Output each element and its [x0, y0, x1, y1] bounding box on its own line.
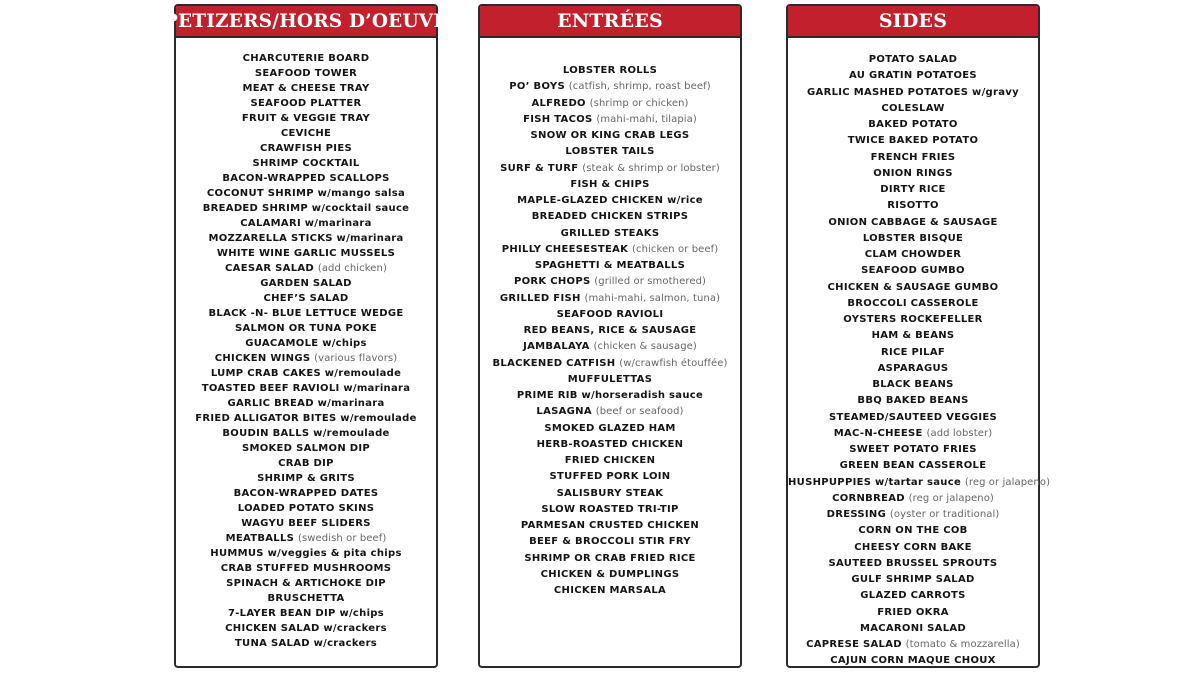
menu-item-name: BACON-WRAPPED SCALLOPS — [222, 173, 390, 184]
menu-item-name: ALFREDO — [531, 97, 586, 109]
menu-item — [176, 636, 436, 651]
menu-item — [176, 81, 436, 96]
menu-item-name: CAPRESE SALAD — [806, 639, 902, 650]
menu-item — [788, 345, 1038, 361]
menu-item — [176, 336, 436, 351]
menu-item — [480, 96, 740, 112]
menu-item — [788, 653, 1038, 669]
menu-item — [788, 361, 1038, 377]
menu-item-name: COLESLAW — [881, 102, 945, 114]
menu-item-name: CLAM CHOWDER — [864, 249, 962, 260]
menu-item — [788, 475, 1051, 491]
menu-item — [788, 621, 1038, 637]
menu-item — [788, 312, 1038, 328]
menu-item — [788, 101, 1038, 117]
menu-item-name: PARMESAN CRUSTED CHICKEN — [520, 520, 700, 531]
menu-item — [480, 112, 740, 128]
appetizers-card — [135, 4, 477, 668]
menu-item — [176, 561, 436, 576]
menu-item-name: CORNBREAD — [832, 492, 905, 504]
menu-item — [176, 231, 436, 246]
menu-item-name: RED BEANS, RICE & SAUSAGE — [523, 325, 697, 336]
menu-item-name: GREEN BEAN CASSEROLE — [839, 460, 987, 472]
menu-item — [788, 52, 1038, 68]
menu-item — [480, 356, 740, 372]
menu-item — [788, 85, 1038, 101]
menu-item — [176, 201, 436, 216]
menu-item — [480, 518, 740, 534]
menu-item — [176, 441, 436, 456]
menu-item — [788, 166, 1038, 182]
menu-item-name: LASAGNA — [536, 406, 592, 418]
menu-item — [788, 328, 1038, 344]
menu-item-name: PORK CHOPS — [513, 276, 591, 288]
menu-item-name: GRILLED STEAKS — [560, 227, 660, 239]
menu-item-name: RICE PILAF — [880, 346, 946, 358]
menu-item — [788, 263, 1038, 279]
menu-item — [176, 171, 436, 186]
menu-item-name: HUMMUS w/veggies & pita chips — [210, 548, 402, 559]
menu-item-name: MAPLE-GLAZED CHICKEN w/rice — [517, 195, 703, 206]
menu-item-name: SURF & TURF — [500, 162, 579, 174]
menu-item-note: (grilled or smothered) — [594, 276, 707, 288]
menu-item — [480, 274, 740, 290]
menu-item — [480, 144, 740, 160]
menu-item-name: DIRTY RICE — [880, 184, 946, 195]
menu-item — [480, 242, 740, 258]
menu-item-name: CHICKEN MARSALA — [553, 585, 667, 596]
menu-item-name: ASPARAGUS — [877, 362, 949, 374]
menu-item-name: JAMBALAYA — [523, 341, 590, 353]
menu-item — [480, 583, 740, 599]
menu-item — [480, 161, 740, 177]
menu-item-name: LOBSTER TAILS — [565, 146, 655, 158]
menu-item — [176, 306, 436, 321]
menu-item-name: WHITE WINE GARLIC MUSSELS — [216, 248, 396, 259]
menu-item-name: CALAMARI w/marinara — [240, 218, 372, 229]
menu-item-name: LOADED POTATO SKINS — [237, 503, 375, 514]
menu-item-name: CHARCUTERIE BOARD — [242, 53, 370, 64]
menu-item-name: BROCCOLI CASSEROLE — [847, 297, 979, 309]
menu-item-name: WAGYU BEEF SLIDERS — [241, 518, 371, 529]
menu-item-name: SHRIMP OR CRAB FRIED RICE — [524, 552, 696, 564]
menu-item-name: LOBSTER BISQUE — [862, 232, 964, 244]
menu-item-note: (tomato & mozzarella) — [905, 639, 1020, 650]
menu-item-name: CAESAR SALAD — [225, 263, 315, 274]
menu-item — [176, 621, 436, 636]
menu-item-name: MEAT & CHEESE TRAY — [242, 83, 370, 94]
menu-item-name: LOBSTER ROLLS — [562, 65, 658, 76]
menu-item-name: HUSHPUPPIES w/tartar sauce — [788, 476, 962, 488]
menu-item — [788, 133, 1038, 149]
menu-item-name: GARLIC BREAD w/marinara — [227, 398, 385, 409]
menu-item — [480, 226, 740, 242]
menu-item — [176, 216, 436, 231]
sides-heading: SIDES — [788, 6, 1038, 38]
menu-item — [176, 396, 436, 411]
menu-item-name: MACARONI SALAD — [859, 622, 967, 634]
menu-item-name: GARDEN SALAD — [260, 278, 352, 289]
menu-item-name: STUFFED PORK LOIN — [549, 471, 671, 483]
menu-item-name: CHICKEN SALAD w/crackers — [225, 623, 387, 634]
menu-item-name: CRAB DIP — [278, 458, 334, 469]
menu-item — [176, 426, 436, 441]
menu-item — [480, 469, 740, 485]
menu-item — [480, 193, 740, 209]
entrees-heading: ENTRÉES — [480, 6, 740, 38]
menu-item — [176, 291, 436, 306]
menu-item-name: POTATO SALAD — [868, 54, 958, 65]
menu-item — [788, 572, 1038, 588]
menu-item-name: FRENCH FRIES — [870, 151, 956, 163]
menu-item-name: 7-LAYER BEAN DIP w/chips — [227, 608, 385, 619]
sides-list — [788, 38, 1051, 670]
menu-item-name: PRIME RIB w/horseradish sauce — [516, 390, 704, 401]
menu-item — [480, 372, 740, 388]
menu-item-name: GUACAMOLE w/chips — [245, 338, 367, 349]
menu-item-note: (various flavors) — [314, 353, 398, 364]
menu-item-note: (chicken or beef) — [631, 243, 719, 255]
menu-item — [788, 442, 1038, 458]
menu-item — [788, 231, 1038, 247]
menu-item — [788, 556, 1038, 572]
menu-item-name: CEVICHE — [280, 128, 332, 139]
menu-item-name: CHICKEN WINGS — [214, 353, 311, 364]
menu-item — [176, 126, 436, 141]
menu-item-name: STEAMED/SAUTEED VEGGIES — [829, 411, 997, 423]
menu-item — [176, 456, 436, 471]
menu-item — [176, 141, 436, 156]
menu-item-name: TOASTED BEEF RAVIOLI w/marinara — [201, 383, 411, 394]
menu-item-name: CORN ON THE COB — [858, 525, 968, 537]
menu-item — [480, 437, 740, 453]
menu-item — [480, 307, 740, 323]
appetizers-list — [176, 38, 436, 651]
menu-item — [480, 388, 740, 404]
menu-item — [788, 393, 1038, 409]
menu-item — [788, 280, 1038, 296]
menu-item — [176, 156, 436, 171]
menu-item — [480, 128, 740, 144]
menu-item-note: (catfish, shrimp, roast beef) — [568, 81, 711, 93]
menu-item-name: GLAZED CARROTS — [860, 590, 966, 602]
menu-item-name: ONION CABBAGE & SAUSAGE — [828, 216, 998, 228]
menu-item-name: SHRIMP & GRITS — [257, 473, 355, 484]
menu-item — [480, 551, 740, 567]
menu-item — [176, 531, 436, 546]
menu-item — [176, 351, 436, 366]
menu-item — [176, 51, 436, 66]
menu-item-note: (mahi-mahi, tilapia) — [596, 113, 697, 125]
menu-item — [480, 453, 740, 469]
menu-item-name: BACON-WRAPPED DATES — [233, 488, 379, 499]
menu-item — [176, 261, 436, 276]
menu-item-name: HERB-ROASTED CHICKEN — [536, 438, 684, 450]
menu-item — [480, 404, 740, 420]
menu-item-name: FRIED CHICKEN — [564, 455, 656, 466]
menu-item-name: FRUIT & VEGGIE TRAY — [241, 113, 371, 124]
menu-item-name: CHICKEN & SAUSAGE GUMBO — [827, 281, 999, 293]
menu-item — [480, 209, 740, 225]
menu-item — [480, 63, 740, 79]
menu-item — [788, 198, 1038, 214]
menu-item — [176, 471, 436, 486]
menu-item — [176, 246, 436, 261]
menu-item — [176, 66, 436, 81]
menu-item — [176, 186, 436, 201]
menu-item-name: SEAFOOD TOWER — [254, 68, 358, 79]
menu-item — [480, 339, 740, 355]
sides-card — [786, 4, 1051, 668]
menu-item — [176, 591, 436, 606]
menu-item — [788, 117, 1038, 133]
menu-item-name: CHEF’S SALAD — [263, 293, 349, 304]
menu-item — [788, 637, 1038, 653]
menu-item-note: (shrimp or chicken) — [589, 97, 689, 109]
menu-item — [788, 605, 1038, 621]
menu-item-name: AU GRATIN POTATOES — [849, 70, 977, 82]
menu-item-note: (oyster or traditional) — [889, 509, 1000, 520]
menu-item — [176, 381, 436, 396]
menu-item-name: SEAFOOD PLATTER — [250, 98, 362, 109]
menu-item-note: (add chicken) — [317, 263, 387, 274]
menu-item — [788, 523, 1038, 539]
menu-item — [788, 215, 1038, 231]
menu-item-name: SEAFOOD GUMBO — [861, 265, 965, 277]
menu-item-name: MAC-N-CHEESE — [833, 427, 923, 439]
menu-item — [480, 258, 740, 274]
entrees-card — [478, 4, 742, 668]
menu-item — [176, 516, 436, 531]
menu-item-name: OYSTERS ROCKEFELLER — [843, 314, 983, 325]
menu-item — [480, 79, 740, 95]
menu-item-name: BBQ BAKED BEANS — [857, 395, 969, 407]
menu-item-name: COCONUT SHRIMP w/mango salsa — [206, 188, 406, 199]
menu-item-note: (w/crawfish étouffée) — [619, 357, 728, 369]
menu-item-name: CHEESY CORN BAKE — [854, 541, 972, 553]
menu-item-name: SALISBURY STEAK — [556, 487, 664, 499]
menu-item-name: SMOKED SALMON DIP — [241, 443, 371, 454]
menu-item-name: SALMON OR TUNA POKE — [235, 323, 377, 334]
menu-item — [788, 182, 1038, 198]
menu-item — [176, 111, 436, 126]
menu-item — [480, 323, 740, 339]
menu-item-note: (chicken & sausage) — [593, 341, 697, 353]
menu-item — [480, 486, 740, 502]
menu-item-note: (beef or seafood) — [595, 406, 684, 418]
menu-item — [176, 276, 436, 291]
menu-item — [176, 546, 436, 561]
menu-item — [788, 426, 1038, 442]
menu-item-note: (mahi-mahi, salmon, tuna) — [584, 292, 721, 304]
menu-item — [176, 606, 436, 621]
menu-item-name: SPINACH & ARTICHOKE DIP — [226, 578, 386, 589]
menu-item-name: BLACK BEANS — [872, 379, 954, 390]
menu-item — [788, 458, 1038, 474]
menu-item-name: RISOTTO — [887, 200, 939, 212]
menu-item — [788, 410, 1038, 426]
menu-item — [176, 366, 436, 381]
menu-item-name: PHILLY CHEESESTEAK — [501, 243, 629, 255]
menu-item-name: SMOKED GLAZED HAM — [544, 422, 676, 434]
menu-item — [480, 534, 740, 550]
menu-item — [176, 576, 436, 591]
menu-item-note: (add lobster) — [926, 427, 993, 439]
menu-item-name: BOUDIN BALLS w/remoulade — [222, 428, 390, 439]
menu-item-name: BLACKENED CATFISH — [492, 357, 616, 369]
menu-item — [176, 486, 436, 501]
menu-item-name: TUNA SALAD w/crackers — [234, 638, 378, 649]
menu-item-name: BREADED SHRIMP w/cocktail sauce — [202, 203, 410, 214]
menu-item-name: MUFFULETTAS — [567, 373, 653, 385]
menu-item-note: (reg or jalapeno) — [908, 492, 994, 504]
menu-item — [480, 177, 740, 193]
menu-item-name: ONION RINGS — [873, 167, 953, 179]
menu-item-name: SNOW OR KING CRAB LEGS — [530, 130, 690, 141]
menu-item — [788, 507, 1038, 523]
menu-item — [788, 377, 1038, 393]
menu-item — [480, 502, 740, 518]
menu-item — [788, 491, 1038, 507]
menu-item-name: FISH TACOS — [523, 113, 593, 125]
menu-item-name: MOZZARELLA STICKS w/marinara — [208, 233, 404, 244]
menu-item-name: CHICKEN & DUMPLINGS — [540, 568, 680, 580]
menu-item-name: CRAB STUFFED MUSHROOMS — [220, 563, 392, 574]
menu-item-note: (steak & shrimp or lobster) — [582, 162, 720, 174]
menu-item-name: BAKED POTATO — [868, 119, 958, 130]
menu-item-name: BREADED CHICKEN STRIPS — [531, 211, 689, 223]
menu-item-name: SLOW ROASTED TRI-TIP — [541, 503, 679, 515]
menu-item — [480, 567, 740, 583]
menu-item-note: (swedish or beef) — [297, 533, 387, 544]
menu-item — [788, 296, 1038, 312]
menu-item-name: GARLIC MASHED POTATOES w/gravy — [807, 86, 1019, 98]
appetizers-heading: APPETIZERS/HORS D’OEUVRES — [176, 6, 436, 38]
menu-item-name: CAJUN CORN MAQUE CHOUX — [830, 655, 996, 667]
menu-item-name: GULF SHRIMP SALAD — [851, 574, 975, 585]
menu-item — [788, 540, 1038, 556]
menu-item-name: SPAGHETTI & MEATBALLS — [534, 260, 686, 271]
menu-item-name: MEATBALLS — [225, 533, 295, 544]
menu-item-name: BRUSCHETTA — [267, 593, 345, 604]
menu-item-name: PO’ BOYS — [509, 81, 565, 93]
menu-item-name: FISH & CHIPS — [570, 178, 650, 190]
menu-item — [176, 96, 436, 111]
menu-item-name: DRESSING — [826, 509, 887, 520]
menu-item-name: FRIED ALLIGATOR BITES w/remoulade — [195, 413, 417, 424]
menu-item-name: SAUTEED BRUSSEL SPROUTS — [828, 557, 998, 569]
menu-item-name: BEEF & BROCCOLI STIR FRY — [529, 536, 691, 548]
menu-item-name: FRIED OKRA — [877, 606, 949, 618]
menu-item — [788, 150, 1038, 166]
entrees-list — [480, 38, 740, 599]
menu-item — [788, 68, 1038, 84]
menu-item-name: SWEET POTATO FRIES — [849, 444, 977, 455]
menu-item — [788, 588, 1038, 604]
menu-item-name: CRAWFISH PIES — [260, 143, 352, 154]
menu-item — [176, 321, 436, 336]
menu-item — [480, 291, 740, 307]
menu-item-name: SHRIMP COCKTAIL — [252, 158, 360, 169]
menu-item-note: (reg or jalapeno) — [964, 476, 1051, 488]
menu-item-name: BLACK -N- BLUE LETTUCE WEDGE — [208, 308, 404, 319]
menu-item-name: GRILLED FISH — [499, 292, 581, 304]
menu-item — [176, 411, 436, 426]
menu-item — [788, 247, 1038, 263]
menu-item-name: LUMP CRAB CAKES w/remoulade — [210, 368, 402, 379]
menu-item-name: TWICE BAKED POTATO — [847, 135, 979, 147]
menu-item-name: HAM & BEANS — [871, 330, 955, 342]
menu-item — [176, 501, 436, 516]
menu-item-name: SEAFOOD RAVIOLI — [556, 308, 664, 320]
menu-item — [480, 421, 740, 437]
